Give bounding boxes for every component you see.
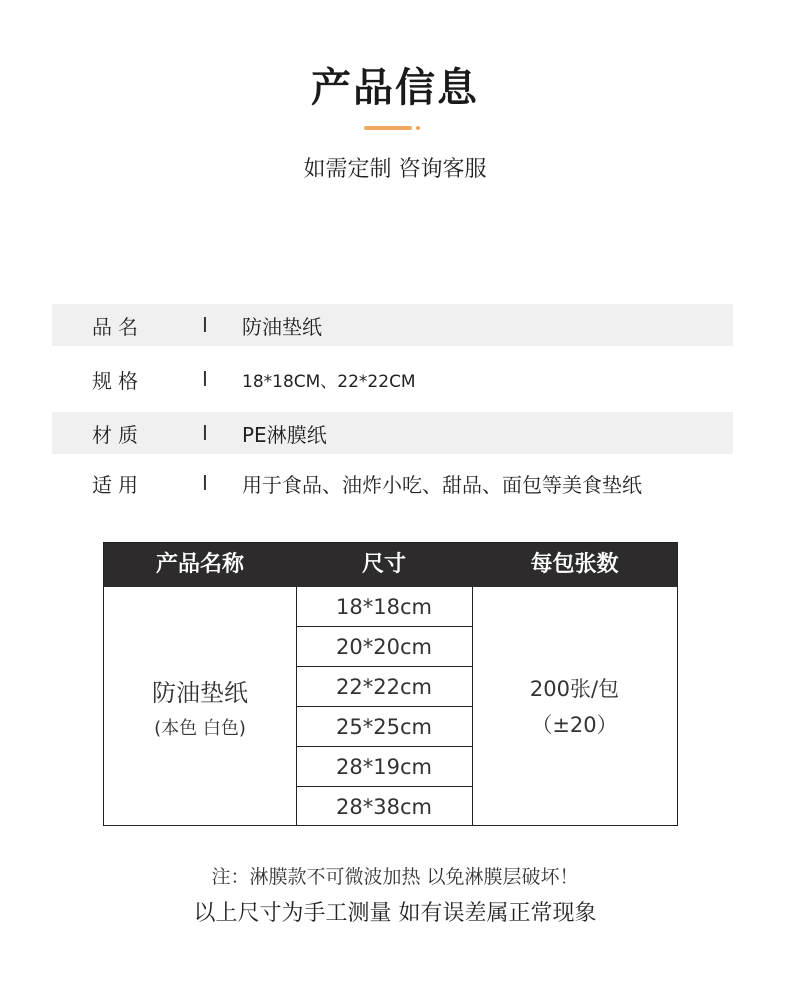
size-cell: 28*19cm (296, 747, 472, 787)
count-cell (472, 587, 677, 825)
info-label: 规格 (92, 368, 144, 393)
table-header-size: 尺寸 (361, 552, 406, 577)
info-row-material (52, 412, 733, 454)
info-separator: I (202, 471, 208, 495)
info-label: 材质 (92, 422, 144, 447)
size-cell: 25*25cm (296, 707, 472, 747)
info-row-usage (52, 462, 733, 504)
info-value: PE淋膜纸 (242, 422, 327, 447)
title-accent-line (364, 126, 412, 130)
title-accent-dot (416, 126, 420, 130)
product-name: 防油垫纸 (152, 678, 248, 707)
info-separator: I (202, 313, 208, 337)
count-value: 200张/包 (529, 677, 620, 701)
product-name-cell (104, 587, 296, 825)
page-title: 产品信息 (311, 65, 479, 111)
page-subtitle: 如需定制 咨询客服 (303, 157, 487, 182)
info-value: 18*18CM、22*22CM (242, 371, 416, 392)
info-value: 防油垫纸 (242, 314, 322, 339)
size-cell: 20*20cm (296, 627, 472, 667)
info-label: 品名 (92, 314, 144, 339)
warning-note: 注：淋膜款不可微波加热 以免淋膜层破坏！ (211, 866, 579, 888)
measurement-disclaimer: 以上尺寸为手工测量 如有误差属正常现象 (193, 901, 597, 926)
size-cell: 28*38cm (336, 795, 432, 819)
product-color-note: (本色 白色) (154, 717, 246, 739)
info-separator: I (202, 421, 208, 445)
size-cell: 22*22cm (296, 667, 472, 707)
info-row-name (52, 304, 733, 346)
info-separator: I (202, 367, 208, 391)
table-header (104, 543, 677, 587)
count-tolerance: （±20） (531, 713, 618, 737)
size-table (103, 542, 678, 826)
table-header-name: 产品名称 (155, 552, 244, 577)
table-header-count: 每包张数 (530, 552, 619, 577)
size-cell: 18*18cm (296, 587, 472, 627)
info-value: 用于食品、油炸小吃、甜品、面包等美食垫纸 (242, 472, 642, 497)
info-row-spec (52, 358, 733, 400)
info-label: 适用 (92, 472, 144, 497)
